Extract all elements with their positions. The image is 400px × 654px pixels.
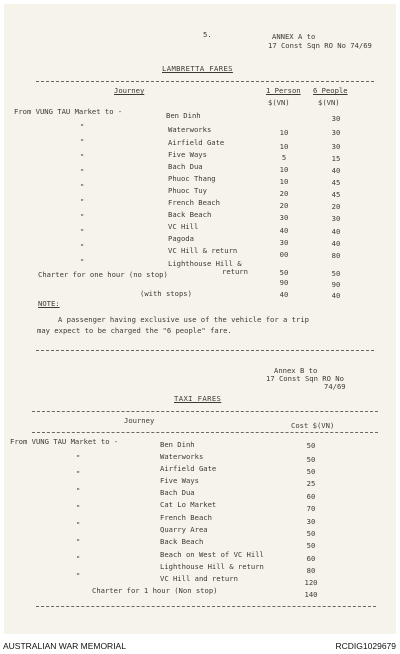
table1-ditto: " xyxy=(80,227,85,236)
table1-col-journey: Journey xyxy=(114,86,145,95)
table1-lighthouse-line2: return xyxy=(222,267,248,276)
table2-cost: 60 xyxy=(306,492,316,501)
table2-cost: 30 xyxy=(306,517,316,526)
table1-lighthouse-line1: Lighthouse Hill & xyxy=(168,259,242,268)
page-number: 5. xyxy=(203,30,212,39)
table2-ditto: " xyxy=(76,554,81,563)
table1-fare-1person: 20 xyxy=(279,189,289,198)
annex-b-line2: 17 Const Sqn RO No xyxy=(266,374,344,383)
table2-cost: 120 xyxy=(304,578,318,587)
table2-bottom-rule xyxy=(36,606,376,607)
table2-header-rule xyxy=(32,432,378,433)
table1-destination: Phuoc Thang xyxy=(168,174,216,183)
table1-fare-6people: 40 xyxy=(331,227,341,236)
note-line2: may expect to be charged the "6 people" fare. xyxy=(37,326,232,335)
table1-destination: Bach Dua xyxy=(168,162,203,171)
table1-ditto: " xyxy=(80,197,85,206)
note-line1: A passenger having exclusive use of the vehicle for a trip xyxy=(58,315,309,324)
section-divider xyxy=(36,350,374,351)
table1-fare-1person: 10 xyxy=(279,142,289,151)
footer-record-id: RCDIG1029679 xyxy=(335,641,396,651)
table1-ditto: " xyxy=(80,167,85,176)
table2-destination: Beach on West of VC Hill xyxy=(160,550,264,559)
table1-fare-1person: 5 xyxy=(281,153,287,162)
table1-ditto: " xyxy=(80,137,85,146)
table2-destination: Quarry Area xyxy=(160,525,208,534)
table1-charter-label: Charter for one hour (no stop) xyxy=(38,270,168,279)
table2-destination: Bach Dua xyxy=(160,488,195,497)
archive-footer xyxy=(0,636,400,654)
table2-destination: VC Hill and return xyxy=(160,574,238,583)
table1-destination: Back Beach xyxy=(168,210,212,219)
table1-destination: Five Ways xyxy=(168,150,207,159)
table1-fare-1person: 30 xyxy=(279,238,289,247)
table2-col-cost: Cost $(VN) xyxy=(291,421,335,430)
table1-ditto: " xyxy=(80,182,85,191)
table1-destination: Airfield Gate xyxy=(168,138,225,147)
table1-with-stops-label: (with stops) xyxy=(140,289,192,298)
table1-fare-1person: 00 xyxy=(279,250,289,259)
table2-charter-label: Charter for 1 hour (Non stop) xyxy=(92,586,218,595)
table1-destination: VC Hill & return xyxy=(168,246,238,255)
table2-destination: Back Beach xyxy=(160,537,204,546)
table2-destination: Five Ways xyxy=(160,476,199,485)
table2-charter-cost: 140 xyxy=(304,590,318,599)
table1-col-6people: 6 People xyxy=(313,86,348,95)
table2-cost: 60 xyxy=(306,554,316,563)
table2-cost: 50 xyxy=(306,529,316,538)
table2-cost: 25 xyxy=(306,479,316,488)
table1-ditto: " xyxy=(80,122,85,131)
table1-unit-1person: $(VN) xyxy=(268,98,290,107)
table1-fare-6people: 80 xyxy=(331,251,341,260)
table2-from-label: From VUNG TAU Market to - xyxy=(10,437,119,446)
table2-destination: Cat Lo Market xyxy=(160,500,217,509)
annex-b-line3: 74/69 xyxy=(324,382,346,391)
table1-fare-6people: 40 xyxy=(331,239,341,248)
table1-with-stops-6people: 40 xyxy=(331,291,341,300)
table2-ditto: " xyxy=(76,469,81,478)
table1-fare-6people: 30 xyxy=(331,214,341,223)
table1-ditto: " xyxy=(80,212,85,221)
table1-charter-6people-alt: 90 xyxy=(331,280,341,289)
table2-destination: French Beach xyxy=(160,513,212,522)
table1-fare-1person: 20 xyxy=(279,201,289,210)
table2-cost: 50 xyxy=(306,441,316,450)
table2-destination: Airfield Gate xyxy=(160,464,217,473)
table1-title: LAMBRETTA FARES xyxy=(162,64,233,73)
document-page xyxy=(4,4,396,634)
table1-destination: Pagoda xyxy=(168,234,194,243)
table2-col-journey: Journey xyxy=(124,416,155,425)
table1-fare-1person: 10 xyxy=(279,165,289,174)
table2-ditto: " xyxy=(76,453,81,462)
table1-fare-1person: 40 xyxy=(279,226,289,235)
table1-charter-6people: 50 xyxy=(331,269,341,278)
annex-b-line1: Annex B to xyxy=(274,366,318,375)
table2-cost: 50 xyxy=(306,541,316,550)
table2-ditto: " xyxy=(76,520,81,529)
table1-destination: Waterworks xyxy=(168,125,212,134)
table1-fare-6people: 30 xyxy=(331,114,341,123)
table2-ditto: " xyxy=(76,537,81,546)
table2-destination: Waterworks xyxy=(160,452,204,461)
table2-top-rule xyxy=(32,411,378,412)
table1-fare-6people: 30 xyxy=(331,142,341,151)
footer-institution: AUSTRALIAN WAR MEMORIAL xyxy=(3,641,126,651)
table1-destination: Phuoc Tuy xyxy=(168,186,207,195)
table1-charter-1person-alt: 90 xyxy=(279,278,289,287)
table2-title: TAXI FARES xyxy=(174,394,222,403)
annex-a-line1: ANNEX A to xyxy=(272,32,316,41)
table1-col-1person: 1 Person xyxy=(266,86,301,95)
table1-ditto: " xyxy=(80,152,85,161)
table1-from-label: From VUNG TAU Market to - xyxy=(14,107,123,116)
table1-fare-6people: 30 xyxy=(331,128,341,137)
table1-ditto: " xyxy=(80,242,85,251)
table2-ditto: " xyxy=(76,571,81,580)
table1-fare-6people: 15 xyxy=(331,154,341,163)
table1-destination: Ben Dinh xyxy=(166,111,201,120)
table1-fare-1person: 30 xyxy=(279,213,289,222)
table2-ditto: " xyxy=(76,486,81,495)
table2-cost: 70 xyxy=(306,504,316,513)
table1-ditto: " xyxy=(80,257,85,266)
table2-cost: 80 xyxy=(306,566,316,575)
table2-destination: Ben Dinh xyxy=(160,440,195,449)
table2-cost: 50 xyxy=(306,455,316,464)
table2-destination: Lighthouse Hill & return xyxy=(160,562,264,571)
annex-a-line2: 17 Const Sqn RO No 74/69 xyxy=(268,41,372,50)
table1-fare-6people: 20 xyxy=(331,202,341,211)
table1-fare-6people: 45 xyxy=(331,190,341,199)
table1-fare-6people: 40 xyxy=(331,166,341,175)
table1-with-stops-1person: 40 xyxy=(279,290,289,299)
table1-top-rule xyxy=(36,81,374,82)
table1-fare-1person: 10 xyxy=(279,128,289,137)
table1-fare-6people: 45 xyxy=(331,178,341,187)
table2-ditto: " xyxy=(76,503,81,512)
table1-fare-1person: 10 xyxy=(279,177,289,186)
table1-charter-1person: 50 xyxy=(279,268,289,277)
table1-unit-6people: $(VN) xyxy=(318,98,340,107)
table2-cost: 50 xyxy=(306,467,316,476)
table1-destination: French Beach xyxy=(168,198,220,207)
table1-destination: VC Hill xyxy=(168,222,199,231)
note-heading: NOTE: xyxy=(38,299,60,308)
